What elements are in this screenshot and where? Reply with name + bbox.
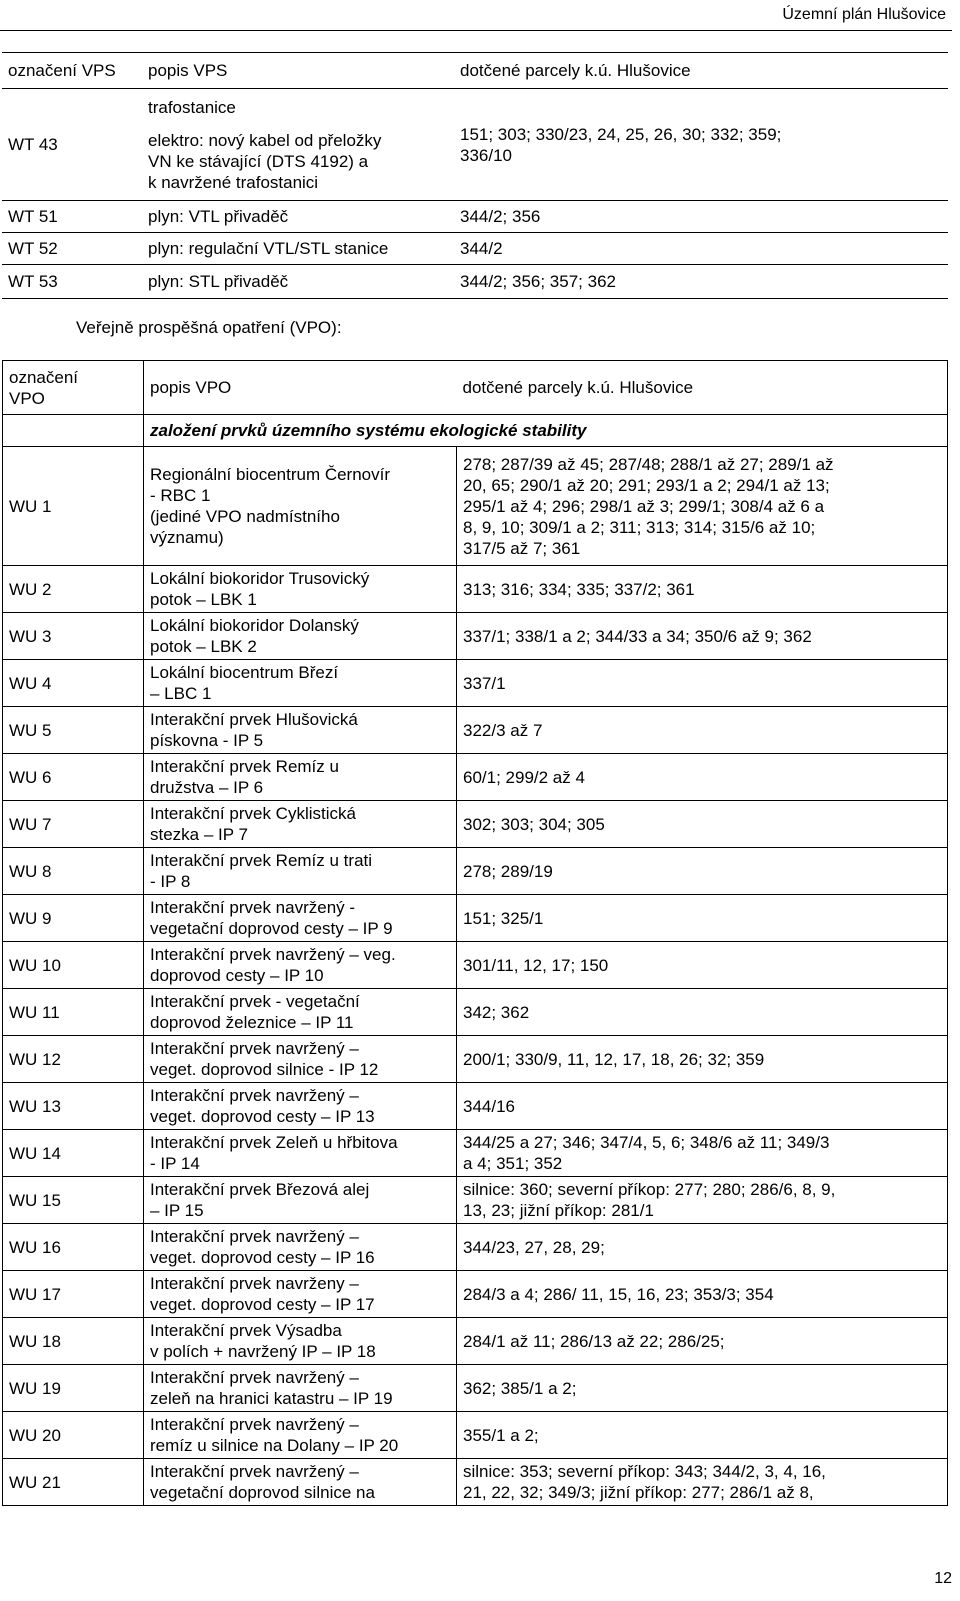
vpo-desc-line: Lokální biokoridor Dolanský: [150, 616, 359, 635]
vpo-desc-line: Interakční prvek Remíz u trati: [150, 851, 373, 870]
vpo-desc: [144, 989, 457, 1036]
vpo-row: [3, 1177, 948, 1224]
vpo-desc-line: významu): [150, 528, 224, 547]
vpo-code: WU 4: [3, 660, 144, 707]
vpo-desc: [144, 447, 457, 566]
vpo-parcels: [457, 1271, 948, 1318]
vps-desc: [142, 89, 454, 201]
vpo-row: [3, 613, 948, 660]
document-title: Územní plán Hlušovice: [782, 6, 946, 23]
vpo-parcels-line: 317/5 až 7; 361: [463, 538, 581, 558]
vpo-parcels-line: 284/1 až 11; 286/13 až 22; 286/25;: [463, 1331, 725, 1351]
vpo-parcels: [457, 1318, 948, 1365]
vpo-desc: [144, 1412, 457, 1459]
vpo-parcels: [457, 1130, 948, 1177]
vpo-parcels: [457, 895, 948, 942]
vpo-code: WU 1: [3, 447, 144, 566]
vpo-parcels-line: 362; 385/1 a 2;: [463, 1378, 577, 1398]
vpo-desc-line: potok – LBK 2: [150, 637, 257, 656]
vpo-desc-line: veget. doprovod cesty – IP 16: [150, 1248, 375, 1267]
vpo-code: WU 9: [3, 895, 144, 942]
vpo-parcels-line: 344/23, 27, 28, 29;: [463, 1237, 605, 1257]
vpo-row: [3, 1412, 948, 1459]
vpo-code: WU 8: [3, 848, 144, 895]
vpo-desc-line: Interakční prvek Hlušovická: [150, 710, 358, 729]
vpo-code: WU 17: [3, 1271, 144, 1318]
vpo-row: [3, 1459, 948, 1506]
vpo-desc: [144, 801, 457, 848]
vps-parcels: 344/2: [454, 233, 948, 265]
vps-desc-line: k navržené trafostanici: [148, 172, 319, 192]
vpo-desc-line: Interakční prvek navržený –: [150, 1039, 359, 1058]
vpo-desc-line: Interakční prvek navržený –: [150, 1368, 359, 1387]
vps-code: WT 52: [2, 233, 142, 265]
vpo-desc-line: - RBC 1: [150, 486, 211, 505]
vpo-caption: Veřejně prospěšná opatření (VPO):: [76, 318, 342, 337]
page-header: [0, 0, 952, 31]
vpo-parcels-line: 313; 316; 334; 335; 337/2; 361: [463, 579, 695, 599]
vps-header-desc: popis VPS: [142, 53, 454, 89]
vpo-parcels-line: 151; 325/1: [463, 908, 544, 928]
vpo-parcels-line: silnice: 353; severní příkop: 343; 344/2, 3, 4, 16,: [463, 1462, 826, 1481]
vpo-table: [2, 360, 948, 1506]
vpo-section-row: [3, 415, 948, 447]
vpo-parcels: [457, 1412, 948, 1459]
vpo-parcels-line: 60/1; 299/2 až 4: [463, 767, 585, 787]
vpo-parcels-line: 20, 65; 290/1 až 20; 291; 293/1 a 2; 294/1 až 13;: [463, 475, 830, 495]
vpo-code: WU 15: [3, 1177, 144, 1224]
vpo-desc-line: družstva – IP 6: [150, 778, 264, 797]
vpo-parcels-line: 342; 362: [463, 1002, 530, 1022]
page-number: 12: [934, 1570, 952, 1587]
vpo-row: [3, 1271, 948, 1318]
vpo-desc-line: Lokální biokoridor Trusovický: [150, 569, 370, 588]
vpo-code: WU 12: [3, 1036, 144, 1083]
vpo-header-desc: popis VPO: [144, 361, 457, 415]
vpo-parcels: [457, 1177, 948, 1224]
vps-desc: plyn: VTL přivaděč: [142, 201, 454, 233]
vpo-desc-line: zeleň na hranici katastru – IP 19: [150, 1389, 393, 1408]
vpo-desc-line: Interakční prvek Zeleň u hřbitova: [150, 1133, 398, 1152]
vpo-parcels-line: 337/1: [463, 673, 506, 693]
vpo-desc-line: Interakční prvek navržený –: [150, 1227, 359, 1246]
vps-row: [2, 265, 948, 299]
vps-code: WT 53: [2, 265, 142, 299]
vpo-desc-line: Interakční prvek navržený –: [150, 1462, 359, 1481]
vpo-row: [3, 566, 948, 613]
vpo-desc-line: Interakční prvek - vegetační: [150, 992, 360, 1011]
vpo-desc-line: veget. doprovod silnice - IP 12: [150, 1060, 379, 1079]
vpo-row: [3, 1036, 948, 1083]
vpo-code: WU 16: [3, 1224, 144, 1271]
vpo-parcels-line: 295/1 až 4; 296; 298/1 až 3; 299/1; 308/4 až 6 a: [463, 496, 825, 516]
vpo-parcels: [457, 754, 948, 801]
vpo-desc-line: vegetační doprovod silnice na: [150, 1483, 375, 1502]
vpo-desc: [144, 1177, 457, 1224]
vpo-desc-line: Interakční prvek Remíz u: [150, 757, 339, 776]
vpo-row: [3, 895, 948, 942]
vpo-parcels: [457, 447, 948, 566]
vpo-row: [3, 754, 948, 801]
vpo-code: WU 5: [3, 707, 144, 754]
vpo-code: WU 19: [3, 1365, 144, 1412]
vpo-desc: [144, 1318, 457, 1365]
vpo-desc: [144, 613, 457, 660]
vps-code: WT 51: [2, 201, 142, 233]
vpo-code: WU 2: [3, 566, 144, 613]
vpo-row: [3, 1365, 948, 1412]
vps-parcels-line: 151; 303; 330/23, 24, 25, 26, 30; 332; 359;: [460, 124, 782, 144]
vpo-desc: [144, 1271, 457, 1318]
vpo-desc-line: remíz u silnice na Dolany – IP 20: [150, 1436, 399, 1455]
vpo-code: WU 3: [3, 613, 144, 660]
vpo-desc-line: pískovna - IP 5: [150, 731, 264, 750]
vpo-desc: [144, 566, 457, 613]
vps-header-code: označení VPS: [2, 53, 142, 89]
vpo-desc-line: Interakční prvek navržený – veg.: [150, 945, 396, 964]
vps-parcels: 344/2; 356: [454, 201, 948, 233]
vpo-code: WU 6: [3, 754, 144, 801]
vpo-code: WU 11: [3, 989, 144, 1036]
vpo-parcels-line: 278; 289/19: [463, 861, 553, 881]
vpo-desc: [144, 1365, 457, 1412]
vpo-desc-line: (jediné VPO nadmístního: [150, 507, 340, 526]
vpo-parcels: [457, 613, 948, 660]
vps-row: [2, 233, 948, 265]
vps-header-row: [2, 53, 948, 89]
vps-desc: plyn: regulační VTL/STL stanice: [142, 233, 454, 265]
vpo-desc-line: Lokální biocentrum Březí: [150, 663, 339, 682]
vps-parcels: [454, 89, 948, 201]
vpo-desc-line: veget. doprovod cesty – IP 13: [150, 1107, 375, 1126]
vpo-parcels: [457, 1365, 948, 1412]
vpo-desc: [144, 1130, 457, 1177]
vpo-desc-line: vegetační doprovod cesty – IP 9: [150, 919, 393, 938]
vpo-row: [3, 1318, 948, 1365]
vps-desc: plyn: STL přivaděč: [142, 265, 454, 299]
vpo-desc-line: doprovod železnice – IP 11: [150, 1013, 354, 1032]
vps-header-parcels: dotčené parcely k.ú. Hlušovice: [454, 53, 948, 89]
vpo-desc: [144, 895, 457, 942]
vpo-parcels-line: 337/1; 338/1 a 2; 344/33 a 34; 350/6 až 9; 362: [463, 626, 812, 646]
vpo-parcels-line: 13, 23; jižní příkop: 281/1: [463, 1201, 654, 1220]
vpo-parcels: [457, 848, 948, 895]
vpo-desc: [144, 942, 457, 989]
vpo-code: WU 18: [3, 1318, 144, 1365]
vpo-desc: [144, 848, 457, 895]
vpo-row: [3, 848, 948, 895]
vpo-parcels-line: a 4; 351; 352: [463, 1154, 563, 1173]
vpo-parcels: [457, 1459, 948, 1506]
vpo-parcels-line: 200/1; 330/9, 11, 12, 17, 18, 26; 32; 359: [463, 1049, 765, 1069]
vpo-code: WU 21: [3, 1459, 144, 1506]
vps-parcels-line: 336/10: [460, 145, 512, 165]
vpo-parcels: [457, 707, 948, 754]
vpo-desc: [144, 1036, 457, 1083]
vpo-desc: [144, 660, 457, 707]
vpo-parcels-line: 284/3 a 4; 286/ 11, 15, 16, 23; 353/3; 354: [463, 1284, 774, 1304]
vpo-parcels-line: 344/16: [463, 1096, 515, 1116]
vpo-header-code-line: VPO: [9, 388, 45, 408]
vpo-desc: [144, 1459, 457, 1506]
vpo-desc-line: Interakční prvek Cyklistická: [150, 804, 356, 823]
vpo-row: [3, 1083, 948, 1130]
vpo-parcels-line: 322/3 až 7: [463, 720, 543, 740]
vpo-desc: [144, 754, 457, 801]
vpo-desc-line: potok – LBK 1: [150, 590, 257, 609]
vpo-row: [3, 942, 948, 989]
vpo-parcels-line: silnice: 360; severní příkop: 277; 280; 286/6, 8, 9,: [463, 1180, 836, 1199]
vpo-row: [3, 1130, 948, 1177]
vpo-parcels-line: 278; 287/39 až 45; 287/48; 288/1 až 27; 289/1 až: [463, 454, 834, 474]
vpo-desc: [144, 1224, 457, 1271]
vpo-desc-line: Interakční prvek navržený -: [150, 898, 356, 917]
vpo-code: WU 10: [3, 942, 144, 989]
vpo-parcels-line: 344/25 a 27; 346; 347/4, 5, 6; 348/6 až 11; 349/3: [463, 1133, 830, 1152]
vpo-parcels: [457, 942, 948, 989]
vps-row-wt43: [2, 89, 948, 201]
vpo-desc-line: Interakční prvek Březová alej: [150, 1180, 370, 1199]
vpo-desc-line: Interakční prvek navržený –: [150, 1086, 359, 1105]
vpo-header-code: [3, 361, 144, 415]
vpo-desc: [144, 1083, 457, 1130]
vpo-desc-line: v polích + navržený IP – IP 18: [150, 1342, 376, 1361]
vpo-desc-line: veget. doprovod cesty – IP 17: [150, 1295, 375, 1314]
vpo-parcels: [457, 1224, 948, 1271]
vpo-row: [3, 1224, 948, 1271]
vps-code: WT 43: [2, 89, 142, 201]
vpo-header-code-line: označení: [9, 367, 78, 387]
vpo-header-row: [3, 361, 948, 415]
vpo-parcels: [457, 801, 948, 848]
vps-desc-line: VN ke stávající (DTS 4192) a: [148, 151, 369, 171]
vps-desc-line: elektro: nový kabel od přeložky: [148, 130, 382, 150]
vpo-parcels: [457, 1036, 948, 1083]
vpo-desc-line: Interakční prvek Výsadba: [150, 1321, 342, 1340]
vpo-parcels-line: 355/1 a 2;: [463, 1425, 539, 1445]
vps-row: [2, 201, 948, 233]
vpo-parcels-line: 8, 9, 10; 309/1 a 2; 311; 313; 314; 315/6 až 10;: [463, 517, 816, 537]
vpo-code: WU 14: [3, 1130, 144, 1177]
vpo-parcels: [457, 566, 948, 613]
vpo-parcels-line: 21, 22, 32; 349/3; jižní příkop: 277; 286/1 až 8,: [463, 1483, 814, 1502]
vpo-desc-line: Regionální biocentrum Černovír: [150, 465, 391, 484]
vpo-parcels-line: 301/11, 12, 17; 150: [463, 955, 609, 975]
vpo-section-title: založení prvků územního systému ekologické stability: [144, 415, 948, 447]
vps-parcels: 344/2; 356; 357; 362: [454, 265, 948, 299]
vpo-parcels: [457, 660, 948, 707]
vpo-parcels-line: 302; 303; 304; 305: [463, 814, 605, 834]
vpo-row: [3, 707, 948, 754]
vpo-code: WU 20: [3, 1412, 144, 1459]
vpo-section-spacer: [3, 415, 144, 447]
vpo-desc-line: Interakční prvek navržený –: [150, 1415, 359, 1434]
vpo-row: [3, 660, 948, 707]
vps-table: [2, 52, 948, 299]
vpo-desc-line: - IP 8: [150, 872, 191, 891]
vpo-desc: [144, 707, 457, 754]
vpo-desc-line: stezka – IP 7: [150, 825, 248, 844]
vpo-header-parcels: dotčené parcely k.ú. Hlušovice: [457, 361, 948, 415]
vpo-parcels: [457, 989, 948, 1036]
vpo-row-wu1: [3, 447, 948, 566]
vpo-desc-line: – IP 15: [150, 1201, 204, 1220]
vps-desc-line: trafostanice: [148, 97, 236, 117]
vpo-desc-line: doprovod cesty – IP 10: [150, 966, 324, 985]
vpo-desc-line: Interakční prvek navrženy –: [150, 1274, 359, 1293]
vpo-desc-line: – LBC 1: [150, 684, 212, 703]
vpo-row: [3, 801, 948, 848]
vpo-code: WU 7: [3, 801, 144, 848]
vpo-desc-line: - IP 14: [150, 1154, 200, 1173]
vpo-row: [3, 989, 948, 1036]
vpo-parcels: [457, 1083, 948, 1130]
vpo-code: WU 13: [3, 1083, 144, 1130]
